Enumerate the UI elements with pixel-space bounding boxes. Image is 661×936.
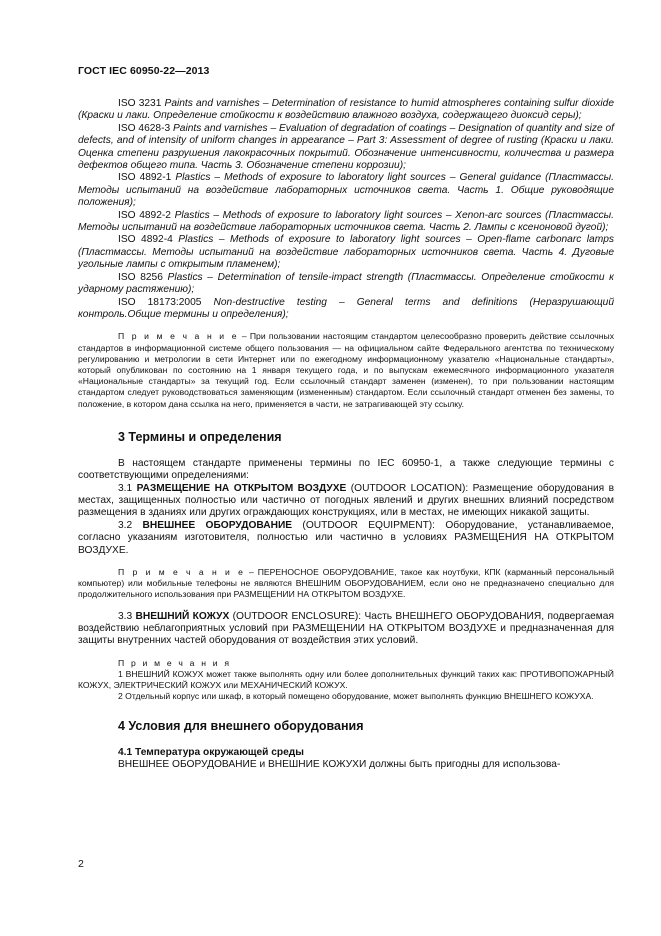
reference-item <box>78 172 614 209</box>
subsection-4-1-heading: 4.1 Температура окружающей среды <box>118 746 304 758</box>
reference-item <box>78 297 614 322</box>
reference-title-ru: (Краски и лаки. Определение стойкости к воздействию влажного воздуха, содержащего диоксид серы); <box>78 110 582 122</box>
reference-title-ru: (Пластмассы. Методы испытаний на воздействие лабораторных источников света. Часть 1. Общие руководящие положения); <box>78 172 614 209</box>
reference-title-ru: (Пластмассы. Методы испытаний на воздействие лабораторных источников света. Часть 2. Лампы с ксеноновой дугой); <box>78 209 614 234</box>
reference-code: ISO 18173:2005 <box>118 296 202 308</box>
document-header: ГОСТ IEC 60950-22—2013 <box>78 65 210 77</box>
reference-list <box>78 98 614 321</box>
reference-item <box>78 234 614 271</box>
term-name: ВНЕШНИЙ КОЖУХ <box>135 610 230 622</box>
reference-title-en: Paints and varnishes – Evaluation of degradation of coatings – Designation of quantity and size of defects, and of intensity of uniform changes in appearance – Part 3: Assessment of degree of rusting <box>78 122 614 147</box>
reference-title-ru: (Неразрушающий контроль.Общие термины и определения); <box>78 296 614 320</box>
note-references <box>78 331 614 409</box>
document-body <box>78 98 614 771</box>
reference-item <box>78 272 614 297</box>
section-4-heading: 4 Условия для внешнего оборудования <box>118 718 364 733</box>
reference-title-en: Paints and varnishes – Determination of resistance to humid atmospheres containing sulfur dioxide <box>164 98 614 109</box>
term-3-3: 3.3 ВНЕШНИЙ КОЖУХ (OUTDOOR ENCLOSURE): Часть ВНЕШНЕГО ОБОРУДОВАНИЯ, подвергаемая воздействию неблагоприятных условий при РАЗМЕЩЕНИИ НА ОТКРЫТОМ ВОЗДУХЕ и предназначенная для защиты внутренних частей оборудования от воздействия этих условий. <box>78 610 614 647</box>
section-3-heading: 3 Термины и определения <box>118 429 282 444</box>
reference-code: ISO 4892-1 <box>118 172 172 184</box>
term-name: РАЗМЕЩЕНИЕ НА ОТКРЫТОМ ВОЗДУХЕ <box>136 482 347 494</box>
term-3-1: 3.1 РАЗМЕЩЕНИЕ НА ОТКРЫТОМ ВОЗДУХЕ (OUTDOOR LOCATION): Размещение оборудования в местах, защищенных полностью или частично от погодных явлений и других внешних влияний посредством размещения в зданиях или других ограждающих конструкциях, или в местах, не имеющих никакой защиты. <box>78 482 614 519</box>
reference-code: ISO 4892-2 <box>118 209 171 221</box>
term-3-2: 3.2 ВНЕШНЕЕ ОБОРУДОВАНИЕ (OUTDOOR EQUIPMENT): Оборудование, устанавливаемое, согласно указаниям изготовителя, полностью или частично в условиях РАЗМЕЩЕНИЯ НА ОТКРЫТОМ ВОЗДУХЕ. <box>78 519 615 556</box>
reference-title-ru: (Пластмассы. Методы испытаний на воздействие лабораторных источников света. Часть 4. Дуговые угольные лампы с открытым пламенем); <box>78 246 614 271</box>
note-label: П р и м е ч а н и е <box>118 331 239 342</box>
reference-item <box>78 210 614 235</box>
reference-title-en: Plastics – Methods of exposure to laboratory light sources – Open-flame carbonarc lamps <box>178 234 614 246</box>
note-text: – При пользовании настоящим стандартом целесообразно проверить действие ссылочных стандартов в информационной системе общего пользования — на официальном сайте Федерального агентства по техническому регулированию и метрологии в сети Интернет или по ежегодному информационному указателю «Национальные стандарты», который опубликован по состоянию на 1 января текущего года, и по выпускам ежемесячного информационного указателя «Национальные стандарты» за текущий год. Если ссылочный стандарт заменен (изменен), то при пользовании настоящим стандартом следует руководствоваться заменяющим (измененным) стандартом. Если ссылочный стандарт отменен без замены, то положение, в котором дана ссылка на него, применяется в части, не затрагивающей эту ссылку. <box>78 331 614 409</box>
reference-code: ISO 4892-4 <box>118 234 173 246</box>
term-name: ВНЕШНЕЕ ОБОРУДОВАНИЕ <box>142 519 293 531</box>
reference-title-ru: (Краски и лаки. Оценка степени разрушения лакокрасочных покрытий. Обозначение интенсивности, количества и размера дефектов общего типа. Часть 3. Обозначение степени коррозии); <box>78 135 615 172</box>
note-3-3-2: 2 Отдельный корпус или шкаф, в который помещено оборудование, может выполнять функцию ВНЕШНЕГО КОЖУХА. <box>118 691 594 702</box>
note-label: П р и м е ч а н и е <box>118 566 246 577</box>
note-3-2: П р и м е ч а н и е – ПЕРЕНОСНОЕ ОБОРУДОВАНИЕ, такое как ноутбуки, КПК (карманный персональный компьютер) или мобильные телефоны не являются ВНЕШНИМ ОБОРУДОВАНИЕМ, если оно не предназначено специально для продолжительного использования при РАЗМЕЩЕНИИ НА ОТКРЫТОМ ВОЗДУХЕ. <box>78 566 614 600</box>
reference-title-en: Plastics – Methods of exposure to laboratory light sources – Xenon-arc sources <box>174 209 542 221</box>
reference-code: ISO 8256 <box>118 271 163 283</box>
reference-title-en: Non-destructive testing – General terms and definitions <box>213 296 518 308</box>
section-3-intro: В настоящем стандарте применены термины по IEC 60950-1, а также следующие термины с соответствующими определениями: <box>78 457 614 482</box>
reference-item <box>78 98 614 123</box>
note-3-3-1: 1 ВНЕШНИЙ КОЖУХ может также выполнять одну или более дополнительных функций таких как: ПРОТИВОПОЖАРНЫЙ КОЖУХ, ЭЛЕКТРИЧЕСКИЙ КОЖУХ или МЕХАНИЧЕСКИЙ КОЖУХ. <box>78 669 614 691</box>
section-4-1-text: ВНЕШНЕЕ ОБОРУДОВАНИЕ и ВНЕШНИЕ КОЖУХИ должны быть пригодны для использова- <box>118 759 561 771</box>
reference-title-ru: (Пластмассы. Определение стойкости к ударному растяжению); <box>78 271 614 296</box>
reference-title-en: Plastics – Determination of tensile-impact strength <box>167 271 404 283</box>
reference-code: ISO 4628-3 <box>118 122 171 134</box>
reference-code: ISO 3231 <box>118 98 162 109</box>
reference-item <box>78 123 614 173</box>
reference-title-en: Plastics – Methods of exposure to laboratory light sources – General guidance <box>175 172 542 184</box>
page-number: 2 <box>78 858 84 870</box>
notes-3-3-label: П р и м е ч а н и я <box>118 657 232 668</box>
